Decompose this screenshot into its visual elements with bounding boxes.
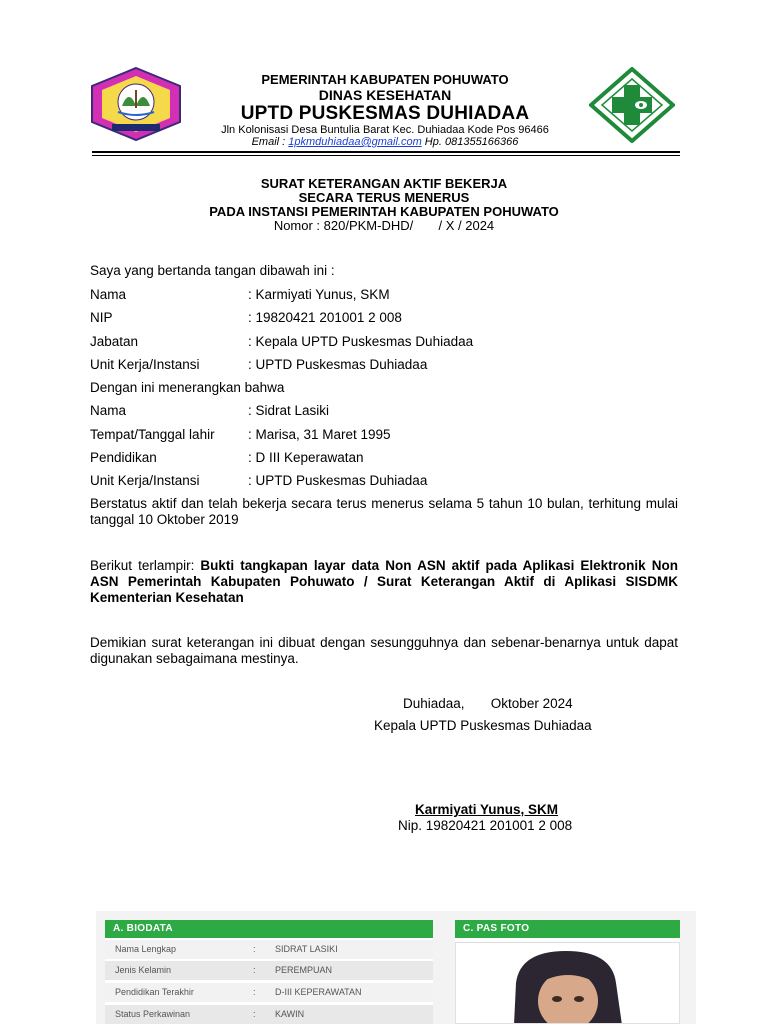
- document-subtitle: SECARA TERUS MENERUS: [298, 190, 470, 205]
- employee-unit-value: : UPTD Puskesmas Duhiadaa: [248, 473, 428, 488]
- biodata-key: Status Perkawinan: [115, 1009, 191, 1019]
- biodata-separator: :: [253, 965, 256, 975]
- biodata-row: [105, 983, 433, 1003]
- institution-name: UPTD PUSKESMAS DUHIADAA: [240, 103, 530, 124]
- puskesmas-green-cross-icon: [589, 67, 675, 143]
- signatory-unit-label: Unit Kerja/Instansi: [90, 357, 200, 372]
- attachment-prefix: Berikut terlampir:: [90, 558, 201, 573]
- signature-role: Kepala UPTD Puskesmas Duhiadaa: [374, 718, 592, 733]
- employee-birth-label: Tempat/Tanggal lahir: [90, 427, 215, 442]
- contact-line: [190, 136, 580, 148]
- employee-education-label: Pendidikan: [90, 450, 157, 465]
- attachment-description: Bukti tangkapan layar data Non ASN aktif pada Aplikasi Elektronik Non ASN Pemerintah Kabupaten Pohuwato / Surat Keterangan Aktif di Aplikasi SISDMK Kementerian Kesehatan: [90, 558, 678, 605]
- biodata-value: D-III KEPERAWATAN: [275, 987, 362, 997]
- institution-address: Jln Kolonisasi Desa Buntulia Barat Kec. Duhiadaa Kode Pos 96466: [221, 124, 549, 136]
- signer-nip: Nip. 19820421 201001 2 008: [398, 818, 573, 833]
- attachment-paragraph: [90, 558, 678, 606]
- biodata-key: Jenis Kelamin: [115, 965, 172, 975]
- biodata-row: [105, 1005, 433, 1025]
- biodata-value: PEREMPUAN: [275, 965, 333, 975]
- letterhead-divider: [92, 151, 680, 153]
- employee-name-label: Nama: [90, 403, 127, 418]
- signer-name: Karmiyati Yunus, SKM: [415, 802, 559, 817]
- email-label: Email :: [251, 136, 289, 148]
- biodata-separator: :: [253, 987, 256, 997]
- pas-foto-panel: [455, 920, 680, 1024]
- email-link[interactable]: 1pkmduhiadaa@gmail.com: [288, 136, 422, 148]
- signatory-name-label: Nama: [90, 287, 127, 302]
- phone-number: Hp. 081355166366: [421, 136, 519, 148]
- signatory-unit-value: : UPTD Puskesmas Duhiadaa: [248, 357, 428, 372]
- biodata-panel: [105, 920, 433, 1024]
- biodata-key: Pendidikan Terakhir: [115, 987, 194, 997]
- pas-foto-header: C. PAS FOTO: [455, 920, 680, 938]
- biodata-value: SIDRAT LASIKI: [275, 944, 338, 954]
- employee-education-value: : D III Keperawatan: [248, 450, 364, 465]
- employee-name-value: : Sidrat Lasiki: [248, 403, 330, 418]
- biodata-row: [105, 961, 433, 981]
- person-portrait-icon: [456, 943, 680, 1024]
- biodata-separator: :: [253, 944, 256, 954]
- signatory-nip-value: : 19820421 201001 2 008: [248, 310, 402, 325]
- document-number: Nomor : 820/PKM-DHD/ / X / 2024: [273, 218, 495, 233]
- letterhead-divider-thin: [92, 155, 680, 156]
- biodata-key: Nama Lengkap: [115, 944, 177, 954]
- employee-unit-label: Unit Kerja/Instansi: [90, 473, 200, 488]
- intro-text: Saya yang bertanda tangan dibawah ini :: [90, 263, 335, 278]
- document-title: SURAT KETERANGAN AKTIF BEKERJA: [260, 176, 508, 191]
- biodata-value: KAWIN: [275, 1009, 305, 1019]
- employee-birth-value: : Marisa, 31 Maret 1995: [248, 427, 391, 442]
- status-paragraph: Berstatus aktif dan telah bekerja secara terus menerus selama 5 tahun 10 bulan, terhitung mulai tanggal 10 Oktober 2019: [90, 496, 678, 527]
- kabupaten-pohuwato-emblem-icon: [88, 66, 184, 142]
- signature-place-date: Duhiadaa, Oktober 2024: [403, 696, 573, 711]
- signatory-position-value: : Kepala UPTD Puskesmas Duhiadaa: [248, 334, 474, 349]
- biodata-row: [105, 940, 433, 960]
- government-name: PEMERINTAH KABUPATEN POHUWATO: [261, 72, 509, 87]
- closing-paragraph: Demikian surat keterangan ini dibuat dengan sesungguhnya dan sebenar-benarnya untuk dapat digunakan sebagaimana mestinya.: [90, 635, 678, 666]
- signatory-position-label: Jabatan: [90, 334, 139, 349]
- signatory-name-value: : Karmiyati Yunus, SKM: [248, 287, 390, 302]
- signatory-nip-label: NIP: [90, 310, 113, 325]
- document-subtitle-agency: PADA INSTANSI PEMERINTAH KABUPATEN POHUWATO: [209, 204, 559, 219]
- department-name: DINAS KESEHATAN: [318, 87, 452, 103]
- biodata-header: A. BIODATA: [105, 920, 433, 938]
- biodata-separator: :: [253, 1009, 256, 1019]
- pas-foto-image: [455, 942, 680, 1024]
- statement-text: Dengan ini menerangkan bahwa: [90, 380, 285, 395]
